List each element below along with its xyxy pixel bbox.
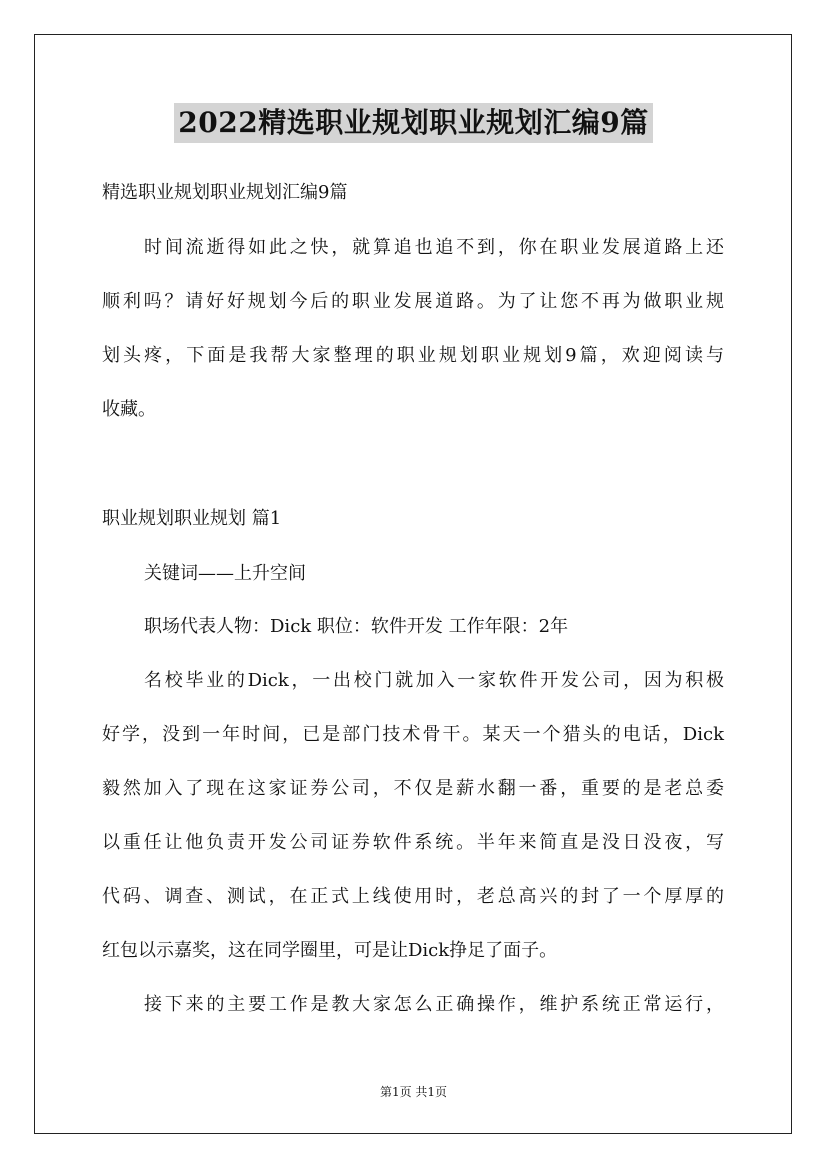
story-line: 名校毕业的Dick，一出校门就加入一家软件开发公司，因为积极 (144, 670, 724, 691)
story-line: 以重任让他负责开发公司证券软件系统。半年来简直是没日没夜，写 (102, 832, 724, 853)
closing-line: 接下来的主要工作是教大家怎么正确操作，维护系统正常运行， (144, 994, 724, 1015)
story-line: 红包以示嘉奖，这在同学圈里，可是让Dick挣足了面子。 (102, 940, 558, 961)
story-line: 代码、调查、测试，在正式上线使用时，老总高兴的封了一个厚厚的 (102, 886, 724, 907)
keyword-line: 关键词——上升空间 (144, 563, 306, 584)
section-heading: 职业规划职业规划 篇1 (102, 508, 282, 529)
story-line: 毅然加入了现在这家证券公司，不仅是薪水翻一番，重要的是老总委 (102, 778, 724, 799)
story-line: 好学，没到一年时间，已是部门技术骨干。某天一个猎头的电话，Dick (102, 724, 724, 745)
document-title: 2022精选职业规划职业规划汇编9篇 (174, 103, 652, 143)
intro-line: 顺利吗？请好好规划今后的职业发展道路。为了让您不再为做职业规 (102, 291, 724, 312)
intro-line: 划头疼，下面是我帮大家整理的职业规划职业规划9篇，欢迎阅读与 (102, 345, 724, 366)
intro-line: 收藏。 (102, 399, 156, 420)
title-container (0, 103, 827, 143)
intro-line: 时间流逝得如此之快，就算追也追不到，你在职业发展道路上还 (144, 237, 724, 258)
document-subtitle: 精选职业规划职业规划汇编9篇 (102, 182, 348, 203)
profile-line: 职场代表人物：Dick 职位：软件开发 工作年限：2年 (144, 616, 569, 637)
page-footer: 第1页 共1页 (379, 1085, 448, 1099)
